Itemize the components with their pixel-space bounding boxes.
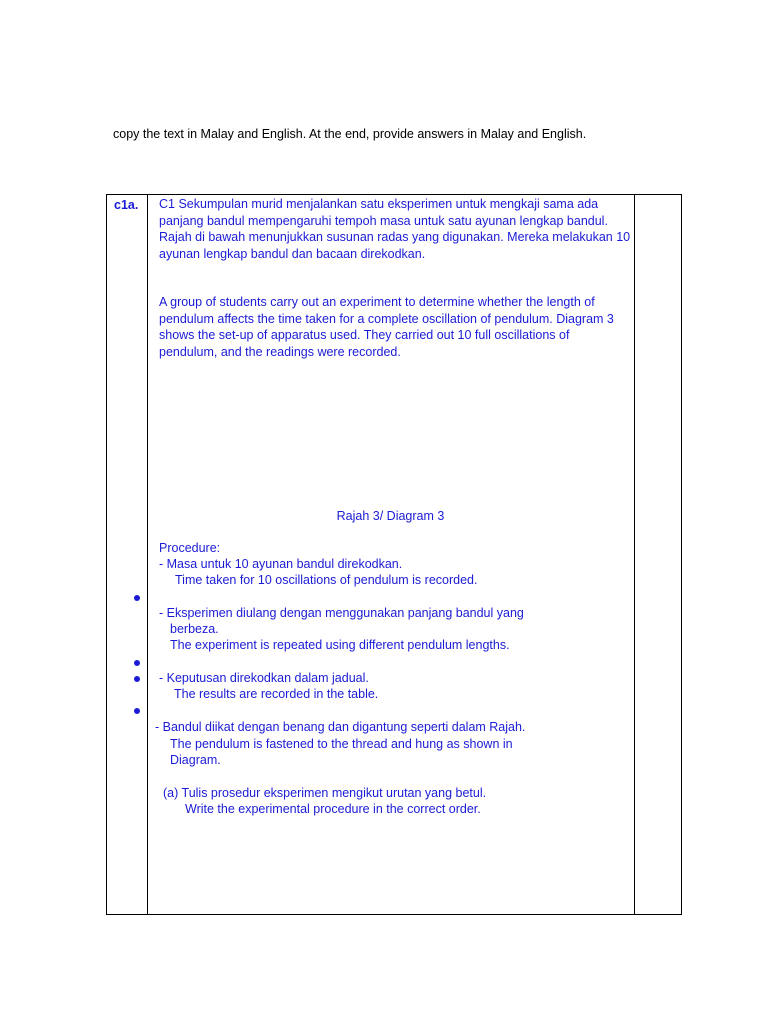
bullet-point	[134, 595, 140, 601]
step-2-english: The experiment is repeated using different pendulum lengths.	[170, 638, 510, 652]
diagram-caption: Rajah 3/ Diagram 3	[336, 509, 445, 523]
step-4-english: The pendulum is fastened to the thread and hung as shown in	[170, 737, 513, 751]
bullet-point	[134, 708, 140, 714]
procedure-heading: Procedure:	[159, 541, 221, 555]
part-a-english: Write the experimental procedure in the correct order.	[185, 802, 481, 816]
instruction-text: copy the text in Malay and English. At the end, provide answers in Malay and English.	[113, 127, 587, 141]
question-label: c1a.	[114, 198, 139, 212]
step-3-malay: - Keputusan direkodkan dalam jadual.	[159, 671, 369, 685]
step-1-english: Time taken for 10 oscillations of pendulum is recorded.	[175, 573, 478, 587]
step-4-malay: - Bandul diikat dengan benang dan digantung seperti dalam Rajah.	[155, 720, 526, 734]
step-3-english: The results are recorded in the table.	[174, 687, 379, 701]
step-4-english-cont: Diagram.	[170, 753, 221, 767]
table-divider-left	[147, 195, 148, 914]
question-table	[106, 194, 682, 915]
malay-intro: C1 Sekumpulan murid menjalankan satu eksperimen untuk mengkaji sama ada panjang bandul mempengaruhi tempoh masa untuk satu ayunan lengkap bandul. Rajah di bawah menunjukkan susunan radas yang digunakan. Mereka melakukan 10 ayunan lengkap bandul dan bacaan direkodkan.	[159, 197, 631, 261]
english-intro: A group of students carry out an experiment to determine whether the length of pendulum affects the time taken for a complete oscillation of pendulum. Diagram 3 shows the set-up of apparatus used. They carried out 10 full oscillations of pendulum, and the readings were recorded.	[159, 295, 614, 359]
bullet-point	[134, 676, 140, 682]
bullet-point	[134, 660, 140, 666]
part-a-malay: (a) Tulis prosedur eksperimen mengikut urutan yang betul.	[163, 786, 487, 800]
step-2-malay: - Eksperimen diulang dengan menggunakan panjang bandul yang	[159, 606, 524, 620]
table-divider-right	[634, 195, 635, 914]
step-2-malay-cont: berbeza.	[170, 622, 219, 636]
step-1-malay: - Masa untuk 10 ayunan bandul direkodkan.	[159, 557, 403, 571]
